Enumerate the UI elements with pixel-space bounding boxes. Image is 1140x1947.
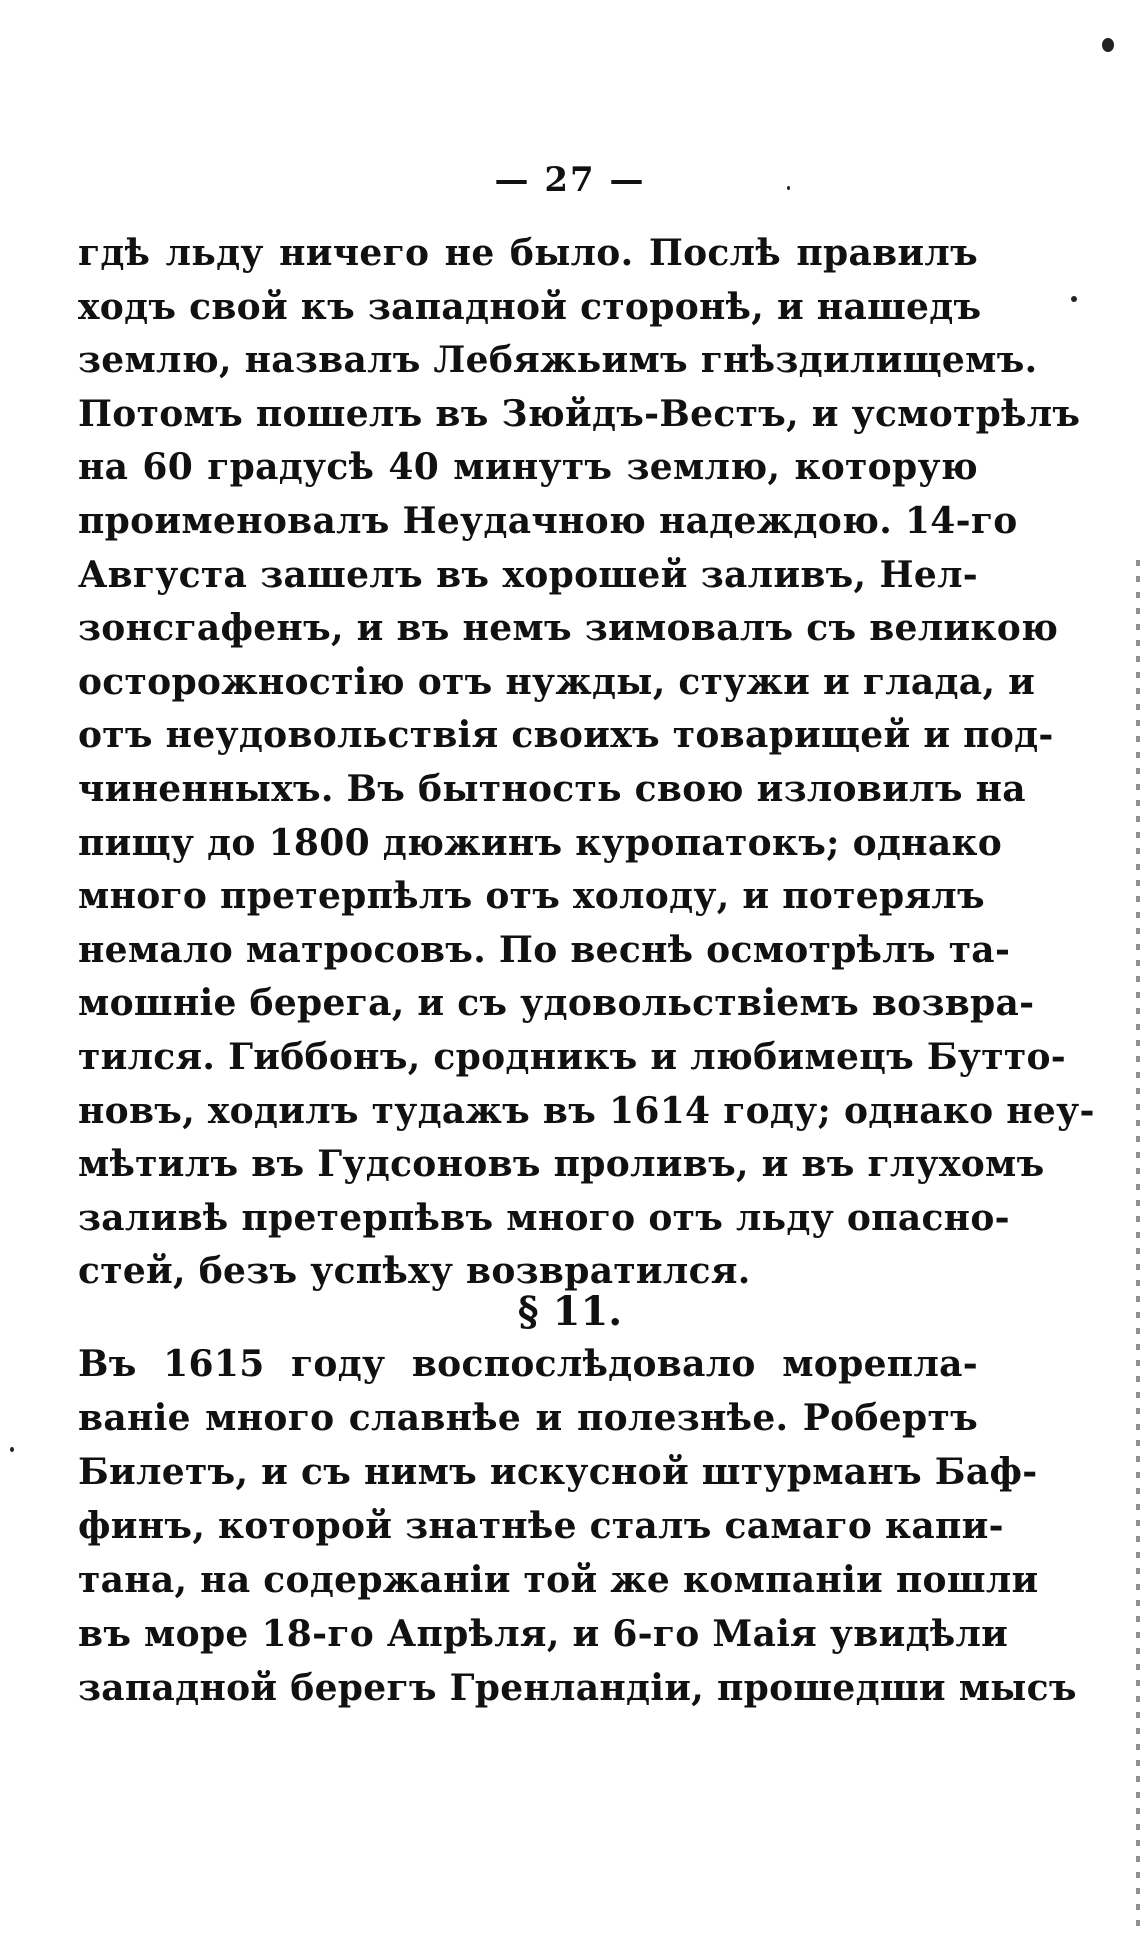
text-line: осторожностію отъ нужды, стужи и глада, и	[78, 660, 1036, 703]
text-line: Въ 1615 году воспослѣдовало морепла-	[78, 1343, 978, 1385]
text-line: мошніе берега, и съ удовольствіемъ возвра-	[78, 982, 1035, 1025]
paragraph-2	[78, 1337, 1077, 1715]
text-line: Потомъ пошелъ въ Зюйдъ-Вестъ, и усмотрѣлъ	[78, 392, 1081, 435]
text-line: новъ, ходилъ тудажъ въ 1614 году; однако неу-	[78, 1089, 1095, 1132]
ink-speck	[10, 1447, 14, 1452]
text-line: на 60 градусѣ 40 минутъ землю, которую	[78, 446, 978, 489]
text-line: тана, на содержаніи той же компаніи пошли	[78, 1559, 1039, 1601]
text-line: въ море 18-го Апрѣля, и 6-го Маія увидѣли	[78, 1613, 1009, 1655]
page-edge-shadow	[1136, 560, 1140, 1930]
text-line: стей, безъ успѣху возвратился.	[78, 1250, 751, 1293]
text-line: ходъ свой къ западной сторонѣ, и нашедъ	[78, 285, 982, 328]
text-line: пищу до 1800 дюжинъ куропатокъ; однако	[78, 821, 1003, 864]
text-line: землю, назвалъ Лебяжьимъ гнѣздилищемъ.	[78, 339, 1038, 382]
page-number: — 27 —	[494, 160, 646, 200]
text-line: много претерпѣлъ отъ холоду, и потерялъ	[78, 875, 985, 918]
paragraph-1	[78, 227, 1095, 1299]
text-line: проименовалъ Неудачною надеждою. 14-го	[78, 499, 1018, 542]
text-line: заливѣ претерпѣвъ много отъ льду опасно-	[78, 1196, 1010, 1239]
text-line: немало матросовъ. По веснѣ осмотрѣлъ та-	[78, 928, 1011, 971]
text-line: Августа зашелъ въ хорошей заливъ, Нел-	[78, 553, 978, 596]
ink-speck	[1102, 38, 1114, 52]
text-line: зонсгафенъ, и въ немъ зимовалъ съ великою	[78, 607, 1059, 650]
text-line: отъ неудовольствія своихъ товарищей и под-	[78, 714, 1054, 757]
text-line: гдѣ льду ничего не было. Послѣ правилъ	[78, 232, 978, 274]
text-line: западной берегъ Гренландіи, прошедши мысъ	[78, 1667, 1077, 1709]
ink-speck	[787, 186, 790, 190]
ink-speck	[1071, 296, 1077, 302]
text-line: мѣтилъ въ Гудсоновъ проливъ, и въ глухомъ	[78, 1143, 1045, 1186]
text-line: Билетъ, и съ нимъ искусной штурманъ Баф-	[78, 1451, 1038, 1493]
text-line: тился. Гиббонъ, сродникъ и любимецъ Бутто-	[78, 1035, 1067, 1078]
text-line: чиненныхъ. Въ бытность свою изловилъ на	[78, 767, 1026, 810]
section-heading: § 11.	[517, 1288, 623, 1335]
text-line: финъ, которой знатнѣе сталъ самаго капи-	[78, 1505, 1004, 1547]
text-line: ваніе много славнѣе и полезнѣе. Робертъ	[78, 1397, 978, 1439]
